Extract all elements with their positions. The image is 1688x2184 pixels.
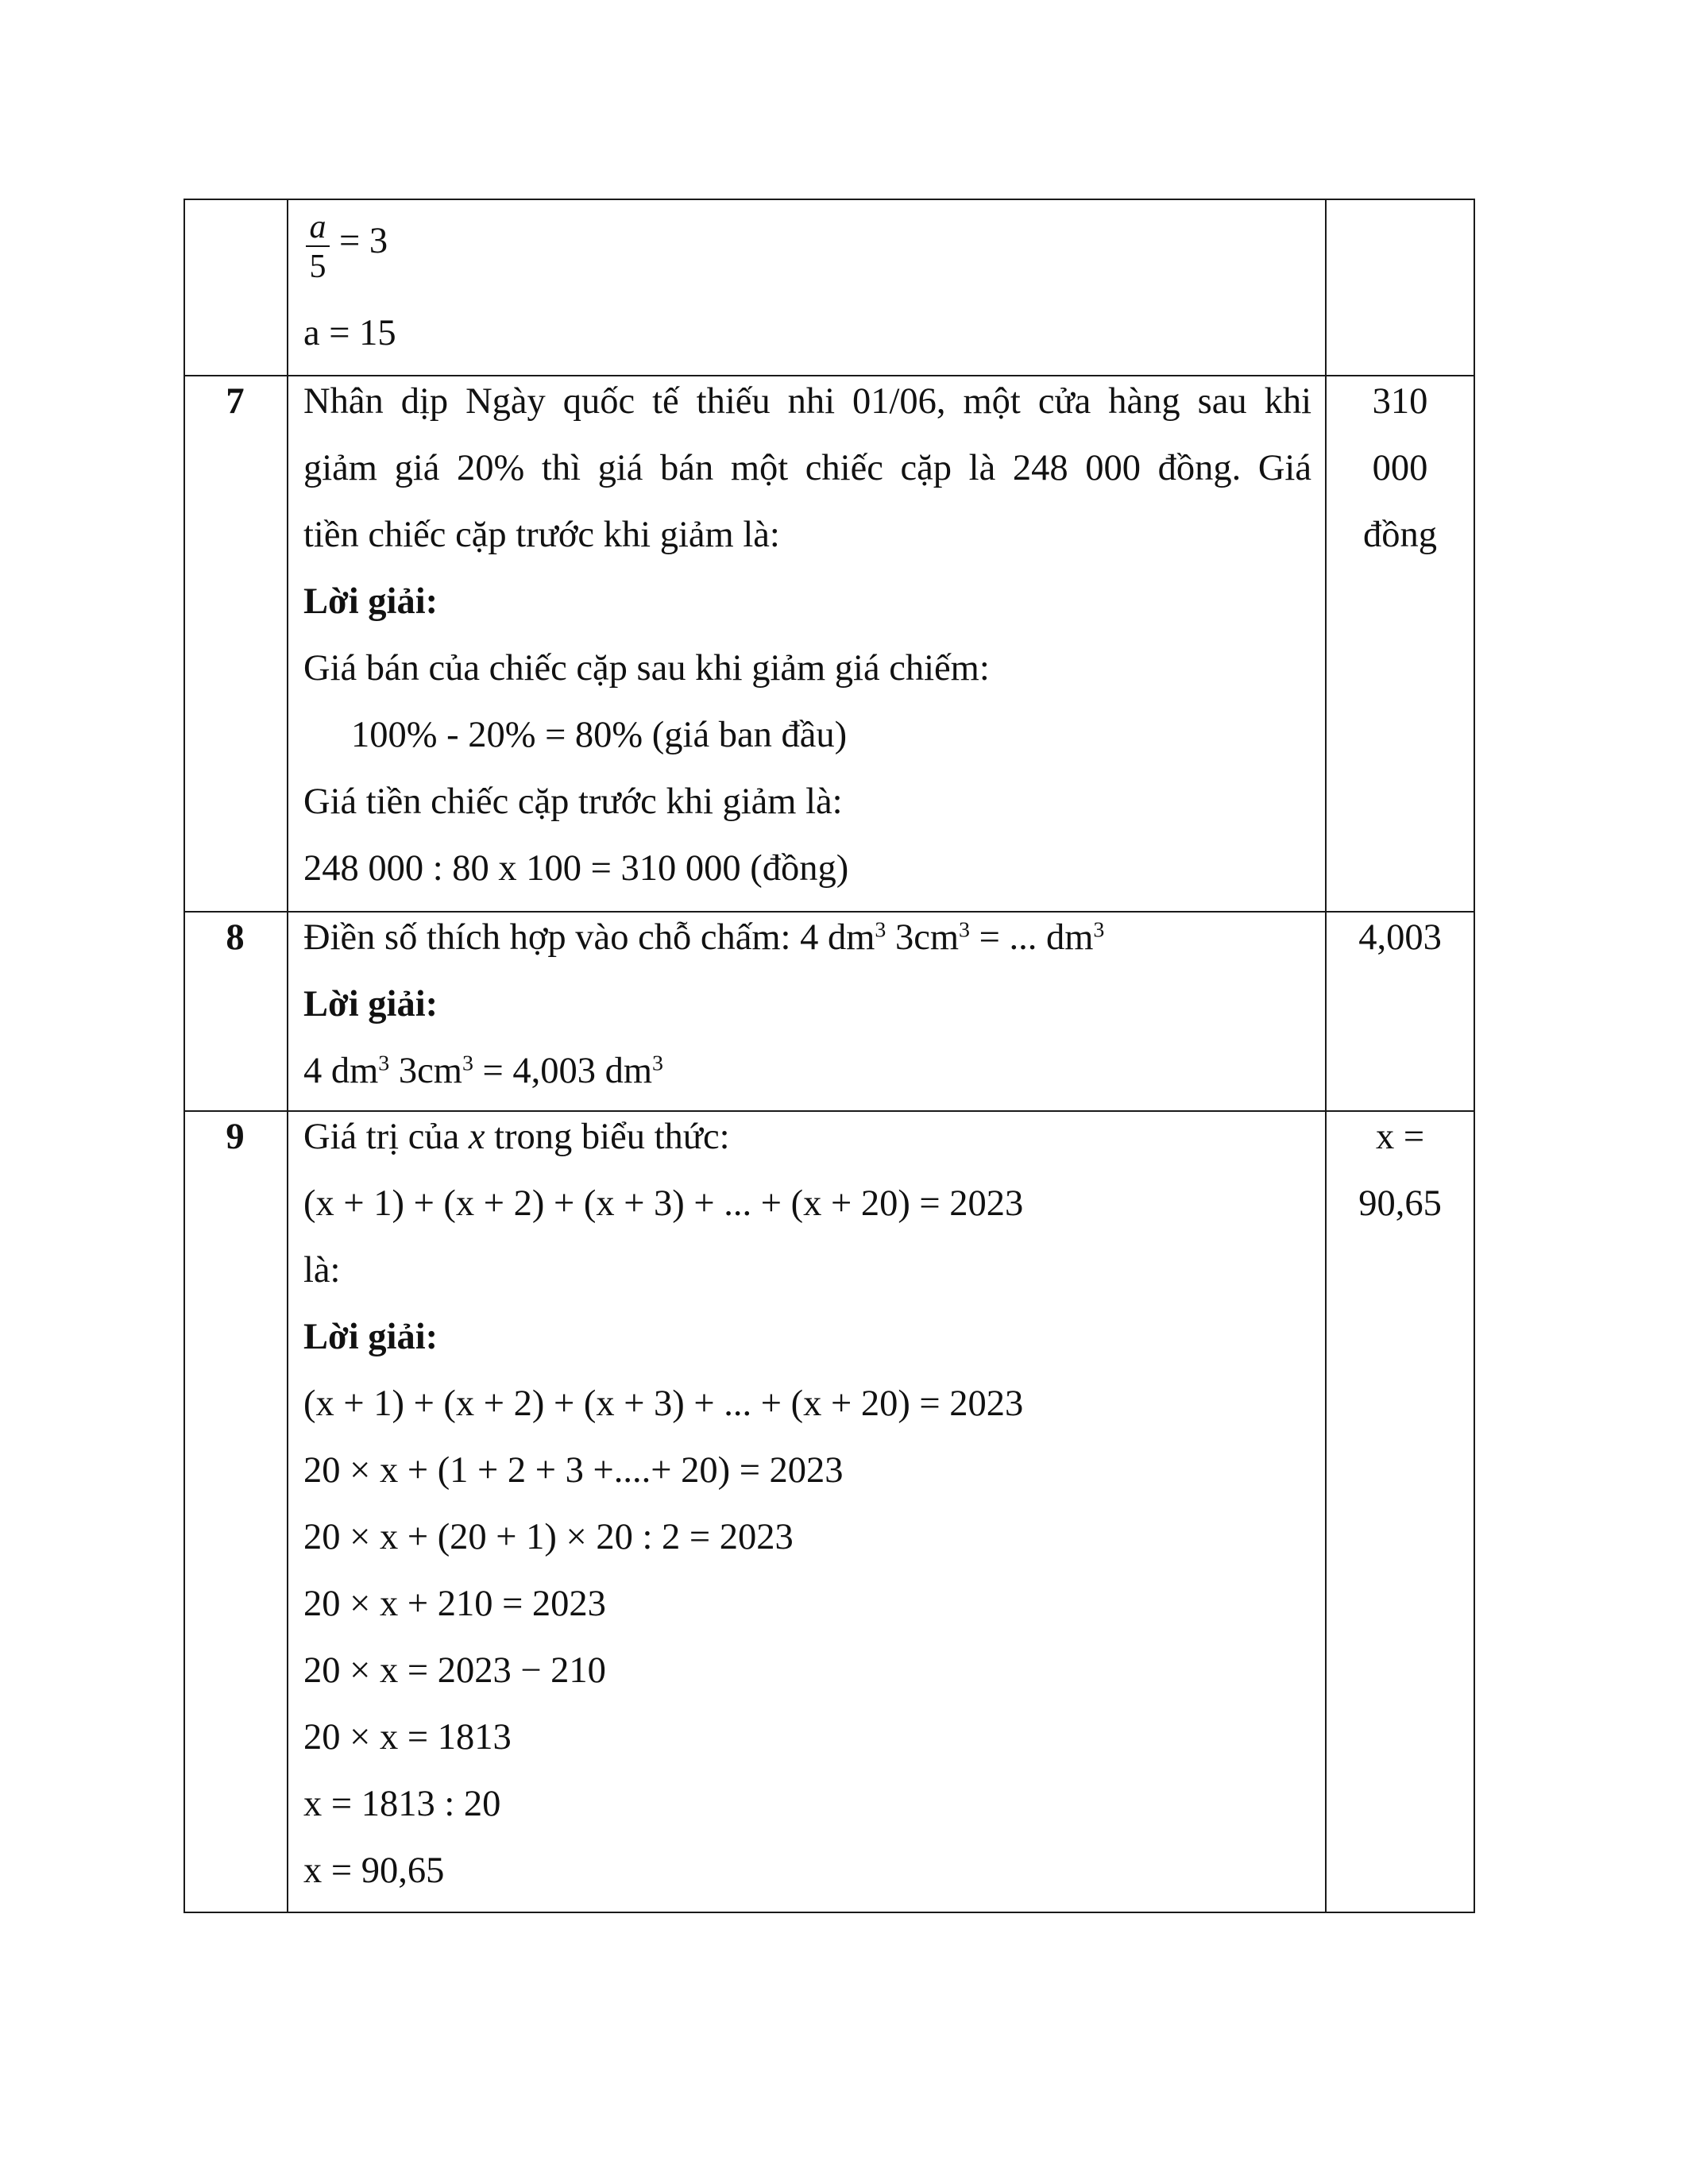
table-border-bottom: [183, 1912, 1475, 1913]
fraction-bar: [306, 245, 330, 247]
question-content-cell: [303, 1110, 1311, 1912]
solution-text: 3cm: [389, 1051, 462, 1091]
solution-text: 4 dm: [303, 1051, 379, 1091]
fraction-rhs: = 3: [339, 221, 388, 261]
answer-line: đồng: [1363, 515, 1437, 555]
variable-x: x: [468, 1117, 485, 1157]
solution-label: Lời giải:: [303, 1317, 438, 1357]
table-border-right: [1474, 199, 1475, 1913]
solution-line: x = 90,65: [303, 1850, 445, 1891]
question-number: 8: [226, 917, 245, 958]
question-content-cell: [303, 911, 1311, 1110]
question-text: = ... dm: [969, 917, 1094, 958]
question-content-cell: [303, 375, 1311, 911]
question-number-cell: [183, 1110, 287, 1912]
solution-line: 20 × x = 1813: [303, 1717, 512, 1758]
question-line: [303, 905, 1311, 971]
question-text: 3cm: [886, 917, 960, 958]
solution-text: = 4,003 dm: [473, 1051, 653, 1091]
superscript: 3: [875, 917, 886, 943]
answer-cell: [1327, 911, 1474, 1110]
solution-label: Lời giải:: [303, 581, 438, 622]
superscript: 3: [462, 1051, 473, 1076]
answer-line: 90,65: [1358, 1183, 1442, 1224]
table-row: [183, 199, 1474, 375]
question-line: Nhân dịp Ngày quốc tế thiếu nhi 01/06, một cửa hàng sau khi: [303, 381, 1311, 422]
superscript: 3: [378, 1051, 390, 1076]
solution-line: 20 × x + (20 + 1) × 20 : 2 = 2023: [303, 1517, 794, 1557]
solution-line: 20 × x = 2023 − 210: [303, 1650, 606, 1691]
question-line: tiền chiếc cặp trước khi giảm là:: [303, 515, 780, 555]
question-text: Điền số thích hợp vào chỗ chấm: 4 dm: [303, 917, 875, 958]
solution-line: [303, 1038, 1311, 1105]
fraction-numerator: a: [309, 209, 326, 245]
solution-line: a = 15: [303, 313, 396, 353]
answer-line: 000: [1372, 448, 1428, 488]
question-number-cell: [183, 911, 287, 1110]
question-number: 7: [226, 381, 245, 422]
solution-line: (x + 1) + (x + 2) + (x + 3) + ... + (x + 20) = 2023: [303, 1383, 1024, 1424]
question-text: Giá trị của: [303, 1117, 469, 1157]
column-divider: [287, 199, 288, 1913]
question-line: [303, 1104, 1311, 1171]
solution-line: x = 1813 : 20: [303, 1784, 501, 1824]
solution-label: Lời giải:: [303, 984, 438, 1024]
superscript: 3: [959, 917, 970, 943]
superscript: 3: [1093, 917, 1105, 943]
question-number: 9: [226, 1117, 245, 1157]
question-line: (x + 1) + (x + 2) + (x + 3) + ... + (x + 20) = 2023: [303, 1183, 1024, 1224]
answer-line: 4,003: [1358, 917, 1442, 958]
question-line: giảm giá 20% thì giá bán một chiếc cặp là 248 000 đồng. Giá: [303, 448, 1311, 488]
solution-line: Giá tiền chiếc cặp trước khi giảm là:: [303, 781, 843, 822]
answer-cell: [1327, 375, 1474, 911]
solution-line: 100% - 20% = 80% (giá ban đầu): [351, 715, 848, 755]
superscript: 3: [652, 1051, 663, 1076]
answer-line: 310: [1372, 381, 1428, 422]
solution-line: Giá bán của chiếc cặp sau khi giảm giá chiếm:: [303, 648, 990, 689]
answer-table: [183, 199, 1474, 1912]
solution-line: 248 000 : 80 x 100 = 310 000 (đồng): [303, 848, 849, 889]
fraction-denominator: 5: [309, 249, 326, 285]
question-line: là:: [303, 1250, 341, 1291]
solution-line: 20 × x + 210 = 2023: [303, 1584, 606, 1624]
answer-cell: [1327, 1110, 1474, 1912]
fraction: [306, 210, 330, 284]
question-number-cell: [183, 375, 287, 911]
solution-line: 20 × x + (1 + 2 + 3 +....+ 20) = 2023: [303, 1450, 844, 1491]
question-text: trong biểu thức:: [485, 1117, 730, 1157]
answer-line: x =: [1375, 1117, 1425, 1157]
